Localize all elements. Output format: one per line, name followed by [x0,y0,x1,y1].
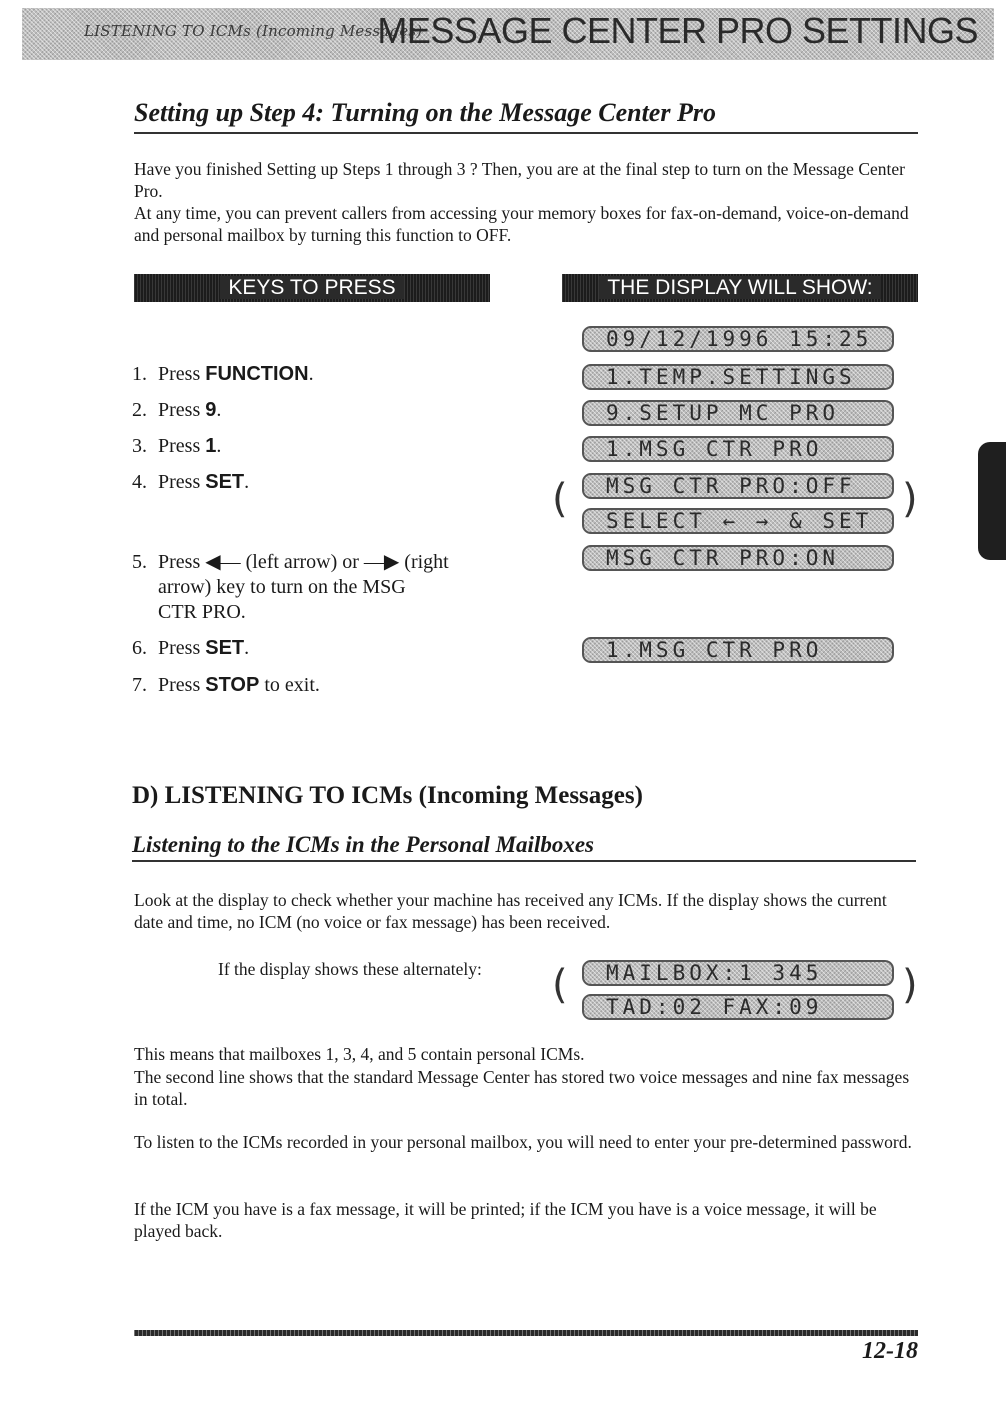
step-text: . [216,435,222,457]
lcd-display: SELECT ← → & SET [582,508,894,534]
left-arrow-key-icon: ◀— [205,551,241,573]
step-number: 2. [132,399,147,421]
body-paragraph-2: This means that mailboxes 1, 3, 4, and 5 contain personal ICMs. [134,1044,585,1064]
step-text: . [244,471,250,493]
alternate-right-bracket-icon: ) [902,962,918,1008]
step-number: 4. [132,471,147,493]
header-section-label: LISTENING TO ICMs (Incoming Messages) [84,22,423,40]
step-number: 7. [132,674,147,696]
section-title: D) LISTENING TO ICMs (Incoming Messages) [132,782,643,809]
sub-title: Listening to the ICMs in the Personal Mailboxes [132,832,916,862]
intro-paragraph-1: Have you finished Setting up Steps 1 through 3 ? Then, you are at the final step to turn on the Message Center Pro. [134,159,905,201]
body-paragraph-3: The second line shows that the standard Message Center has stored two voice messages and nine fax messages in total. [134,1067,910,1109]
body-paragraph-4: To listen to the ICMs recorded in your personal mailbox, you will need to enter your pre-determined password. [134,1132,912,1152]
lcd-display: MSG CTR PRO:ON [582,545,894,571]
step-1 [132,362,492,387]
keys-to-press-banner [134,274,490,302]
key-label: SET [205,637,245,659]
step-text: (left arrow) or [240,551,364,573]
key-label: FUNCTION [205,363,309,385]
alternate-left-bracket-icon: ( [552,962,568,1008]
key-label: SET [205,471,245,493]
step-text: Press [158,674,206,696]
key-label: STOP [205,674,260,696]
step-text: . [308,363,314,385]
key-label: 9 [205,399,217,421]
step-4 [132,470,492,495]
step-number: 5. [132,551,147,573]
step-text: to exit. [259,674,320,696]
step-text: arrow) key to turn on the MSG [158,576,406,598]
alternate-left-bracket-icon: ( [552,476,568,522]
step-5 [132,550,492,625]
page-number: 12-18 [862,1338,918,1364]
step-title: Setting up Step 4: Turning on the Message Center Pro [134,98,918,134]
chapter-tab [978,442,1006,560]
step-text: Press [158,637,206,659]
right-arrow-key-icon: —▶ [363,551,400,573]
step-text: Press [158,399,206,421]
display-will-show-banner [562,274,918,302]
step-6 [132,636,492,661]
alternate-label: If the display shows these alternately: [218,959,482,979]
lcd-display: 1.MSG CTR PRO [582,637,894,663]
alternate-right-bracket-icon: ) [902,476,918,522]
body-paragraph-5: If the ICM you have is a fax message, it will be printed; if the ICM you have is a voice message, it will be played back. [134,1199,877,1241]
step-text: Press [158,551,206,573]
step-text: (right [399,551,449,573]
step-3 [132,434,492,459]
body-paragraph-1: Look at the display to check whether your machine has received any ICMs. If the display shows the current date and time, no ICM (no voice or fax message) has been received. [134,890,887,932]
lcd-display: TAD:02 FAX:09 [582,994,894,1020]
display-banner-label: THE DISPLAY WILL SHOW: [599,276,880,299]
header-chapter-title: MESSAGE CENTER PRO SETTINGS [377,10,978,51]
step-text: CTR PRO. [158,601,246,623]
step-number: 1. [132,363,147,385]
step-text: . [244,637,250,659]
step-number: 6. [132,637,147,659]
step-text: . [216,399,222,421]
lcd-display: MSG CTR PRO:OFF [582,473,894,499]
step-text: Press [158,363,206,385]
lcd-display: 1.MSG CTR PRO [582,436,894,462]
step-7 [132,673,492,698]
step-2 [132,398,492,423]
page-header [22,8,994,60]
lcd-display: 1.TEMP.SETTINGS [582,364,894,390]
lcd-display: 9.SETUP MC PRO [582,400,894,426]
footer-rule [134,1330,918,1336]
key-label: 1 [205,435,217,457]
step-text: Press [158,471,206,493]
lcd-display: MAILBOX:1 345 [582,960,894,986]
lcd-display: 09/12/1996 15:25 [582,326,894,352]
keys-banner-label: KEYS TO PRESS [220,276,403,299]
intro-paragraph-2: At any time, you can prevent callers from accessing your memory boxes for fax-on-demand, voice-on-demand and personal mailbox by turning this function to OFF. [134,203,909,245]
step-text: Press [158,435,206,457]
step-number: 3. [132,435,147,457]
